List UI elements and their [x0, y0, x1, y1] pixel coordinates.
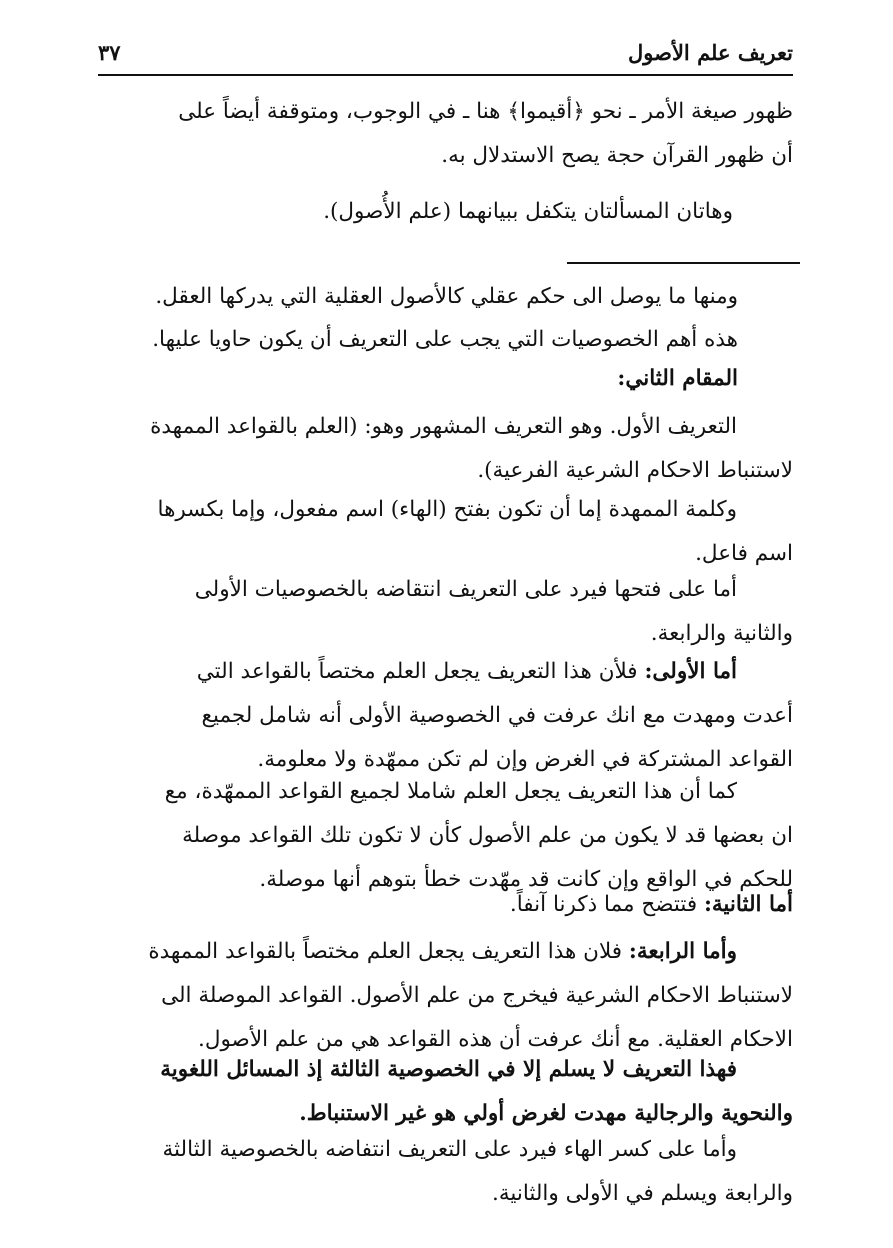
- paragraph-10: [98, 883, 793, 927]
- paragraph-2: [98, 190, 733, 234]
- header-title: تعريف علم الأصول: [628, 39, 793, 65]
- paragraph-7: [98, 568, 793, 656]
- text-segment: فتتضح مما ذكرنا آنفاً.: [509, 892, 698, 917]
- lead-label: وأما الرابعة:: [628, 939, 737, 964]
- text-line: اسم فاعل.: [695, 541, 793, 566]
- text-line: لاستنباط الاحكام الشرعية فيخرج من علم الأصول. القواعد الموصلة الى: [161, 983, 793, 1008]
- text-line: ظهور صيغة الأمر ـ نحو ﴿أقيموا﴾ هنا ـ في الوجوب، ومتوقفة أيضاً على: [178, 99, 793, 124]
- text-segment: فلأن هذا التعريف يجعل العلم مختصاً بالقواعد التي: [196, 659, 638, 684]
- text-line: وأما على كسر الهاء فيرد على التعريف انتفاضه بالخصوصية الثالثة: [162, 1137, 737, 1162]
- text-line: [98, 930, 793, 974]
- text-line: وكلمة الممهدة إما أن تكون بفتح (الهاء) اسم مفعول، وإما بكسرها: [157, 497, 737, 522]
- paragraph-8: [98, 650, 793, 782]
- running-header: [98, 30, 793, 76]
- paragraph-5: [98, 405, 793, 493]
- paragraph-11: [98, 930, 793, 1062]
- footnote-separator: [567, 262, 800, 264]
- text-line: أن ظهور القرآن حجة يصح الاستدلال به.: [441, 143, 793, 168]
- page-number: ٣٧: [98, 39, 121, 65]
- paragraph-13: [98, 1128, 793, 1216]
- text-line: وهاتان المسألتان يتكفل ببيانهما (علم الأُصول).: [323, 199, 733, 224]
- lead-label: أما الأولى:: [644, 659, 737, 684]
- text-line: [98, 883, 793, 927]
- paragraph-12: [98, 1048, 793, 1136]
- text-line: الاحكام العقلية. مع أنك عرفت أن هذه القواعد هي من علم الأصول.: [198, 1027, 793, 1052]
- lead-label: أما الثانية:: [703, 892, 793, 917]
- paragraph-3: [98, 275, 738, 319]
- text-line: ومنها ما يوصل الى حكم عقلي كالأصول العقلية التي يدركها العقل.: [155, 284, 738, 309]
- text-line: هذه أهم الخصوصيات التي يجب على التعريف أن يكون حاويا عليها.: [152, 327, 738, 352]
- paragraph-4: [98, 318, 738, 362]
- paragraph-6: [98, 488, 793, 576]
- text-line: التعريف الأول. وهو التعريف المشهور وهو: (العلم بالقواعد الممهدة: [150, 414, 737, 439]
- text-line: [98, 650, 793, 694]
- text-segment: فلان هذا التعريف يجعل العلم مختصاً بالقواعد الممهدة: [148, 939, 623, 964]
- text-line: فهذا التعريف لا يسلم إلا في الخصوصية الثالثة إذ المسائل اللغوية: [160, 1057, 737, 1082]
- text-line: والرابعة ويسلم في الأولى والثانية.: [492, 1181, 793, 1206]
- heading-text: المقام الثاني:: [617, 366, 738, 391]
- text-line: أعدت ومهدت مع انك عرفت في الخصوصية الأولى أنه شامل لجميع: [201, 703, 793, 728]
- text-line: كما أن هذا التعريف يجعل العلم شاملا لجميع القواعد الممهّدة، مع: [164, 779, 737, 804]
- section-heading: [98, 357, 738, 401]
- text-line: للحكم في الواقع وإن كانت قد مهّدت خطأ بتوهم أنها موصلة.: [259, 867, 793, 892]
- text-line: والثانية والرابعة.: [650, 621, 793, 646]
- text-line: والنحوية والرجالية مهدت لغرض أولي هو غير الاستنباط.: [299, 1101, 793, 1126]
- text-line: أما على فتحها فيرد على التعريف انتقاضه بالخصوصيات الأولى: [194, 577, 737, 602]
- text-line: القواعد المشتركة في الغرض وإن لم تكن ممهّدة ولا معلومة.: [257, 747, 793, 772]
- text-line: ان بعضها قد لا يكون من علم الأصول كأن لا تكون تلك القواعد موصلة: [182, 823, 793, 848]
- paragraph-1: [98, 90, 793, 178]
- text-line: لاستنباط الاحكام الشرعية الفرعية).: [477, 458, 793, 483]
